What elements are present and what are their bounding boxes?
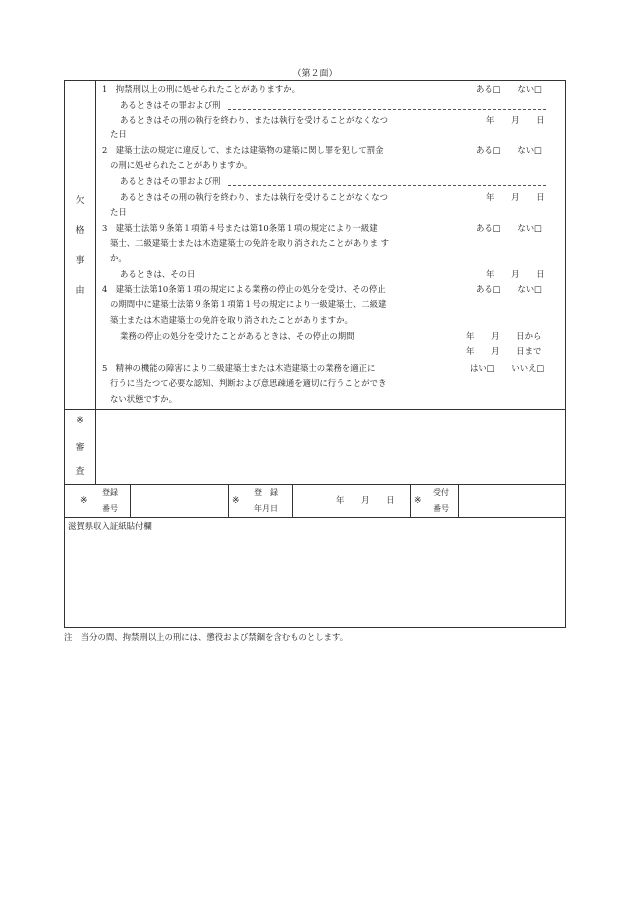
item2-end-label-cont: た日 xyxy=(110,207,127,217)
reg-number-field[interactable] xyxy=(131,485,227,517)
item2-question-cont: の刑に処せられたことがありますか。 xyxy=(110,160,253,170)
item2-crime-field[interactable] xyxy=(228,185,546,186)
item4-date-to[interactable]: 年 月 日まで xyxy=(466,346,542,356)
item2-question: 2 建築士法の規定に違反して、または建築物の建築に関し罪を犯して罰金 xyxy=(102,145,384,155)
review-field[interactable] xyxy=(96,410,565,484)
item3-question: 3 建築士法第９条第１項第４号または第10条第１項の規定により一級建 xyxy=(102,223,378,233)
review-label-char: 審 xyxy=(75,443,85,453)
item5-question-cont: ない状態ですか。 xyxy=(110,394,177,404)
item4-choice[interactable]: ある□ ない□ xyxy=(476,284,543,294)
item3-choice[interactable]: ある□ ない□ xyxy=(476,223,543,233)
item2-end-label: あるときはその刑の執行を終わり、または執行を受けることがなくなつ xyxy=(120,192,388,202)
receipt-number-field[interactable] xyxy=(459,485,565,517)
item3-date[interactable]: 年 月 日 xyxy=(486,269,545,279)
item3-question-cont: 築士、二級建築士または木造建築士の免許を取り消されたことがありま す xyxy=(110,238,390,248)
stamp-area-label: 滋賀県収入証紙貼付欄 xyxy=(68,521,152,531)
item1-crime-field[interactable] xyxy=(228,109,546,110)
item2-choice[interactable]: ある□ ない□ xyxy=(476,145,543,155)
item1-end-label: あるときはその刑の執行を終わり、または執行を受けることがなくなつ xyxy=(120,115,388,125)
item1-question: 1 拘禁刑以上の刑に処せられたことがありますか。 xyxy=(102,84,300,94)
registration-divider xyxy=(292,484,293,518)
item1-crime-label: あるときはその罪および刑 xyxy=(120,100,221,110)
item4-period-label: 業務の停止の処分を受けたことがあるときは、その停止の期間 xyxy=(120,331,355,341)
item5-choice[interactable]: はい□ いいえ□ xyxy=(470,363,545,373)
item4-date-from[interactable]: 年 月 日から xyxy=(466,331,542,341)
item2-date[interactable]: 年 月 日 xyxy=(486,192,545,202)
reg-date-value[interactable]: 年 月 日 xyxy=(336,495,395,505)
reg-mark: ※ xyxy=(80,496,88,506)
reg-date-label: 年月日 xyxy=(254,504,278,513)
item1-end-label-cont: た日 xyxy=(110,129,127,139)
footnote: 注 当分の間、拘禁刑以上の刑には、懲役および禁錮を含むものとします。 xyxy=(64,632,349,642)
side-label-char: 事 xyxy=(75,256,85,266)
item1-choice[interactable]: ある□ ない□ xyxy=(476,84,543,94)
receipt-mark: ※ xyxy=(414,496,422,506)
side-label-char: 由 xyxy=(75,286,85,296)
receipt-number-label: 番号 xyxy=(433,504,449,513)
review-label-char: 査 xyxy=(75,467,85,477)
registration-divider xyxy=(410,484,411,518)
item5-question-cont: 行うに当たつて必要な認知、判断および意思疎通を適切に行うことができ xyxy=(110,378,387,388)
receipt-number-label: 受付 xyxy=(433,488,449,497)
item4-question: 4 建築士法第10条第１項の規定による業務の停止の処分を受け、その停止 xyxy=(102,284,386,294)
review-mark: ※ xyxy=(76,416,84,426)
registration-divider xyxy=(228,484,229,518)
section-divider xyxy=(95,80,96,410)
side-label-char: 格 xyxy=(75,226,85,236)
item5-question: 5 精神の機能の障害により二級建築士または木造建築士の業務を適正に xyxy=(102,363,376,373)
reg-date-mark: ※ xyxy=(232,496,240,506)
item3-question-cont: か。 xyxy=(110,253,127,263)
item4-question-cont: の期間中に建築士法第９条第１項第１号の規定により一級建築士、二級建 xyxy=(110,299,387,309)
side-label-char: 欠 xyxy=(75,196,85,206)
reg-number-label: 登録 xyxy=(102,488,118,497)
reg-number-label: 番号 xyxy=(102,504,118,513)
item2-crime-label: あるときはその罪および刑 xyxy=(120,176,221,186)
reg-date-label: 登 録 xyxy=(254,488,278,497)
page-label: （第２面） xyxy=(292,69,338,79)
item4-question-cont: 築士または木造建築士の免許を取り消されたことがありますか。 xyxy=(110,315,353,325)
stamp-field[interactable] xyxy=(65,535,565,627)
item1-date[interactable]: 年 月 日 xyxy=(486,115,545,125)
item3-date-label: あるときは、その日 xyxy=(120,269,196,279)
